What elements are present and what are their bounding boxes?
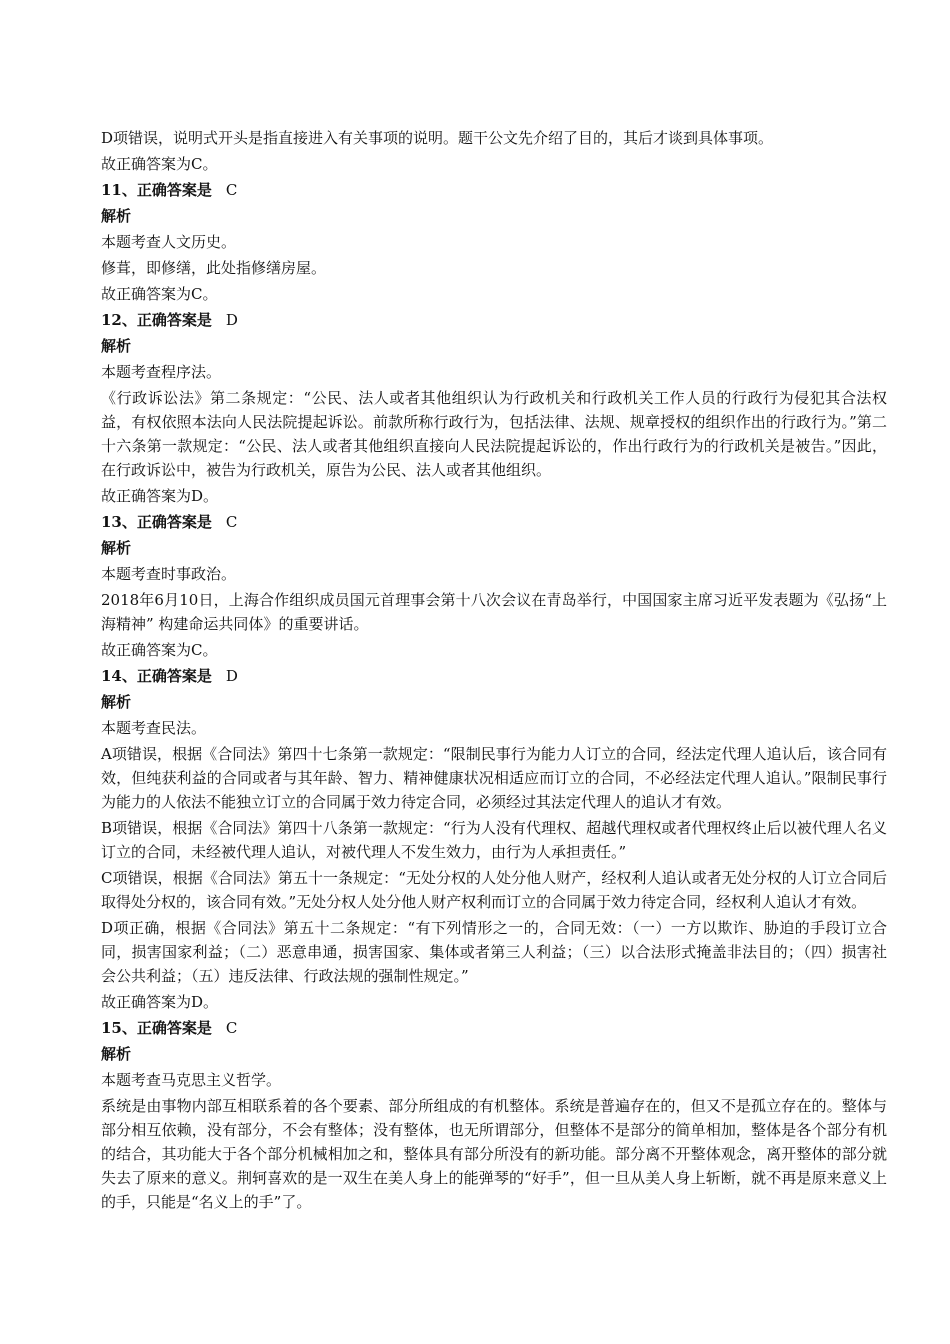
- answer-heading-11: [101, 178, 887, 202]
- document-page: [101, 126, 887, 1216]
- analysis-label: 解析: [101, 693, 132, 711]
- paragraph: C项错误，根据《合同法》第五十一条规定：“无处分权的人处分他人财产，经权利人追认或者无处分权的人订立合同后取得处分权的，该合同有效。”无处分权人处分他人财产权利而订立的合同属于效力待定合同，经权利人追认才有效。: [101, 869, 887, 911]
- conclusion-line: 故正确答案为C。: [101, 641, 218, 659]
- answer-letter: C: [225, 181, 238, 199]
- answer-heading-text: 14、正确答案是: [101, 667, 212, 685]
- analysis-label: 解析: [101, 539, 132, 557]
- analysis-label: 解析: [101, 207, 132, 225]
- answer-heading-15: [101, 1016, 887, 1040]
- answer-heading-text: 11、正确答案是: [101, 181, 212, 199]
- paragraph: A项错误，根据《合同法》第四十七条第一款规定：“限制民事行为能力人订立的合同，经法定代理人追认后，该合同有效，但纯获利益的合同或者与其年龄、智力、精神健康状况相适应而订立的合同，不必经法定代理人追认。”限制民事行为能力的人依法不能独立订立的合同属于效力待定合同，必须经过其法定代理人的追认才有效。: [101, 745, 887, 811]
- paragraph: 《行政诉讼法》第二条规定：“公民、法人或者其他组织认为行政机关和行政机关工作人员的行政行为侵犯其合法权益，有权依照本法向人民法院提起诉讼。前款所称行政行为，包括法律、法规、规章授权的组织作出的行政行为。”第二十六条第一款规定：“公民、法人或者其他组织直接向人民法院提起诉讼的，作出行政行为的行政机关是被告。”因此，在行政诉讼中，被告为行政机关，原告为公民、法人或者其他组织。: [101, 389, 887, 479]
- answer-letter: C: [225, 1019, 238, 1037]
- topic-line: 本题考查民法。: [101, 719, 207, 737]
- topic-line: 本题考查程序法。: [101, 363, 222, 381]
- conclusion-line: 故正确答案为C。: [101, 155, 218, 173]
- topic-line: 本题考查人文历史。: [101, 233, 237, 251]
- conclusion-line: 故正确答案为D。: [101, 487, 219, 505]
- answer-letter: D: [225, 667, 238, 685]
- paragraph: 系统是由事物内部互相联系着的各个要素、部分所组成的有机整体。系统是普遍存在的，但又不是孤立存在的。整体与部分相互依赖，没有部分，不会有整体；没有整体，也无所谓部分，但整体不是部分的简单相加，整体是各个部分有机的结合，其功能大于各个部分机械相加之和，整体具有部分所没有的新功能。部分离不开整体观念，离开整体的部分就失去了原来的意义。荆轲喜欢的是一双生在美人身上的能弹琴的“好手”，但一旦从美人身上斩断，就不再是原来意义上的手，只能是“名义上的手”了。: [101, 1097, 887, 1211]
- paragraph: D项错误，说明式开头是指直接进入有关事项的说明。题干公文先介绍了目的，其后才谈到具体事项。: [101, 129, 774, 147]
- paragraph: 修葺，即修缮，此处指修缮房屋。: [101, 259, 327, 277]
- topic-line: 本题考查马克思主义哲学。: [101, 1071, 282, 1089]
- paragraph: B项错误，根据《合同法》第四十八条第一款规定：“行为人没有代理权、超越代理权或者代理权终止后以被代理人名义订立的合同，未经被代理人追认，对被代理人不发生效力，由行为人承担责任。”: [101, 819, 887, 861]
- paragraph: D项正确，根据《合同法》第五十二条规定：“有下列情形之一的，合同无效：（一）一方以欺诈、胁迫的手段订立合同，损害国家利益；（二）恶意串通，损害国家、集体或者第三人利益；（三）以合法形式掩盖非法目的；（四）损害社会公共利益；（五）违反法律、行政法规的强制性规定。”: [101, 919, 887, 985]
- analysis-label: 解析: [101, 1045, 132, 1063]
- paragraph: 2018年6月10日，上海合作组织成员国元首理事会第十八次会议在青岛举行，中国国家主席习近平发表题为《弘扬“上海精神” 构建命运共同体》的重要讲话。: [101, 591, 887, 633]
- conclusion-line: 故正确答案为D。: [101, 993, 219, 1011]
- answer-letter: D: [225, 311, 238, 329]
- answer-heading-text: 12、正确答案是: [101, 311, 212, 329]
- analysis-label: 解析: [101, 337, 132, 355]
- answer-heading-13: [101, 510, 887, 534]
- topic-line: 本题考查时事政治。: [101, 565, 237, 583]
- answer-heading-text: 13、正确答案是: [101, 513, 212, 531]
- answer-letter: C: [225, 513, 238, 531]
- conclusion-line: 故正确答案为C。: [101, 285, 218, 303]
- answer-heading-14: [101, 664, 887, 688]
- answer-heading-12: [101, 308, 887, 332]
- answer-heading-text: 15、正确答案是: [101, 1019, 212, 1037]
